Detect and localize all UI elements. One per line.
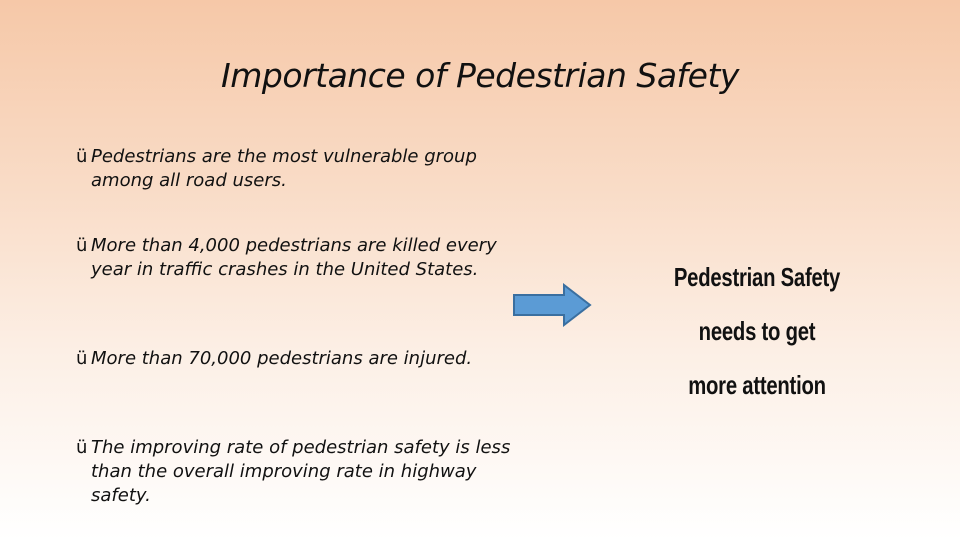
checkmark-icon: ü xyxy=(76,235,88,256)
bullet-text: Pedestrians are the most vulnerable group among all road users. xyxy=(91,146,477,191)
bullet-text: The improving rate of pedestrian safety is less than the overall improving rate in highway safety. xyxy=(91,437,511,506)
callout-text xyxy=(644,250,870,412)
callout-line-1: Pedestrian Safety needs to get xyxy=(673,262,841,346)
bullet-item xyxy=(76,234,511,282)
slide-title: Importance of Pedestrian Safety xyxy=(221,56,739,95)
bullet-item xyxy=(76,436,511,508)
arrow-shape xyxy=(514,285,590,325)
bullet-item xyxy=(76,347,511,371)
checkmark-icon: ü xyxy=(76,437,88,458)
right-arrow-icon xyxy=(512,283,592,327)
bullet-text: More than 70,000 pedestrians are injured. xyxy=(91,348,473,369)
checkmark-icon: ü xyxy=(76,146,88,167)
checkmark-icon: ü xyxy=(76,348,88,369)
bullet-text: More than 4,000 pedestrians are killed every year in traffic crashes in the United States. xyxy=(91,235,497,280)
callout-line-2: more attention xyxy=(688,370,826,400)
bullet-item xyxy=(76,145,511,193)
